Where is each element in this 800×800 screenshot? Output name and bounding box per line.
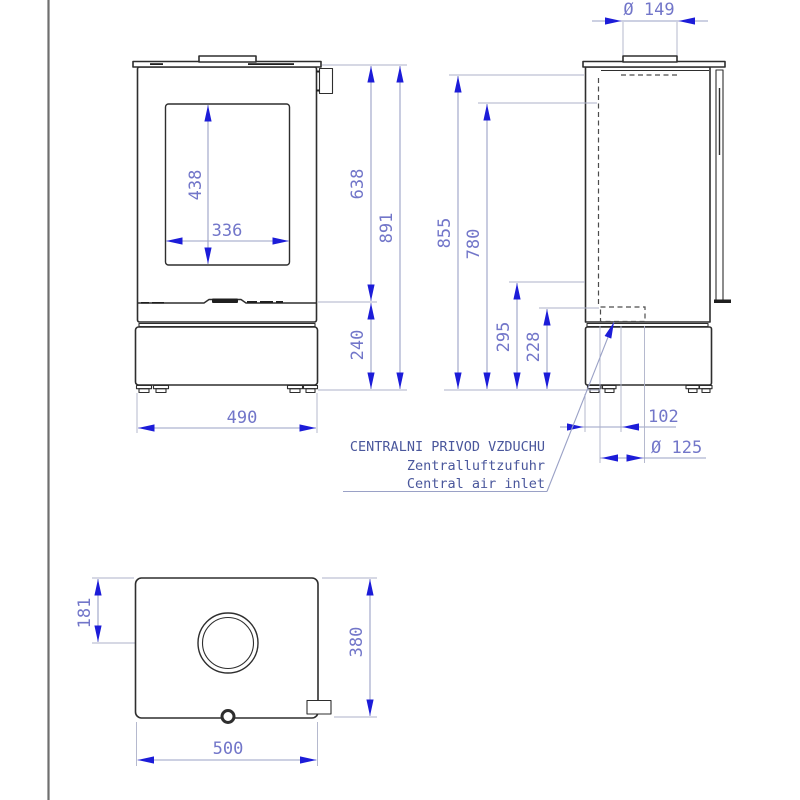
stove-body-side	[586, 67, 711, 322]
stove-foot	[139, 389, 149, 393]
note-line-2: Zentralluftzufuhr	[406, 458, 545, 474]
door-handle-top	[222, 711, 234, 723]
dimension-label: 500	[212, 739, 244, 759]
dimension-label: 336	[211, 221, 243, 241]
stove-foot	[689, 389, 698, 393]
top-plate-mark	[248, 63, 294, 65]
stamp-mark	[247, 301, 257, 303]
stamp-mark	[141, 302, 149, 304]
dimension-label: 780	[464, 228, 484, 260]
knob-mark	[317, 90, 320, 92]
heat-shield-bracket	[714, 300, 731, 304]
base-side	[586, 327, 712, 385]
stamp-mark	[152, 302, 164, 304]
stove-foot	[590, 389, 599, 393]
dimension-label: 380	[347, 626, 367, 658]
top-plate-mark	[150, 63, 163, 65]
dimension-label: 295	[494, 321, 514, 353]
air-inlet-note	[343, 322, 614, 492]
stove-feet-side	[588, 386, 713, 393]
stamp-mark	[260, 301, 273, 303]
note-line-3: Central air inlet	[406, 476, 545, 492]
base-lip-front	[139, 324, 315, 327]
flue-collar-side	[623, 56, 677, 62]
dimension-label: 638	[348, 168, 368, 200]
air-control-knob-front	[320, 69, 333, 94]
front-view	[133, 56, 407, 433]
flue-collar-front	[199, 56, 256, 62]
knob-mark	[317, 71, 320, 73]
top-view	[75, 578, 377, 766]
dimension-label: 240	[348, 329, 368, 361]
dimension-label: 228	[524, 331, 544, 363]
dimension-label: 891	[377, 212, 397, 244]
stove-foot	[156, 389, 166, 393]
stove-foot	[605, 389, 614, 393]
dimension-label: 102	[648, 407, 679, 427]
air-control-knob-top	[307, 701, 331, 715]
base-lip-side	[587, 324, 708, 327]
stove-foot	[702, 389, 710, 393]
leader-line	[547, 322, 614, 492]
stove-body-top	[136, 578, 319, 718]
stove-feet-front	[137, 386, 318, 393]
door-handle-front	[212, 299, 238, 304]
stove-foot	[306, 389, 315, 393]
stamp-mark	[276, 301, 283, 303]
dimension-label: 855	[435, 217, 455, 249]
base-front	[136, 327, 318, 385]
dimension-label: 438	[186, 169, 206, 201]
dimension-label: Ø 125	[651, 438, 703, 458]
stove-foot	[290, 389, 300, 393]
note-line-1: CENTRALNI PRIVOD VZDUCHU	[349, 439, 545, 455]
side-view	[435, 0, 731, 463]
dimension-label: 181	[75, 597, 95, 629]
dimension-label: Ø 149	[623, 0, 675, 20]
dimension-label: 490	[226, 408, 258, 428]
